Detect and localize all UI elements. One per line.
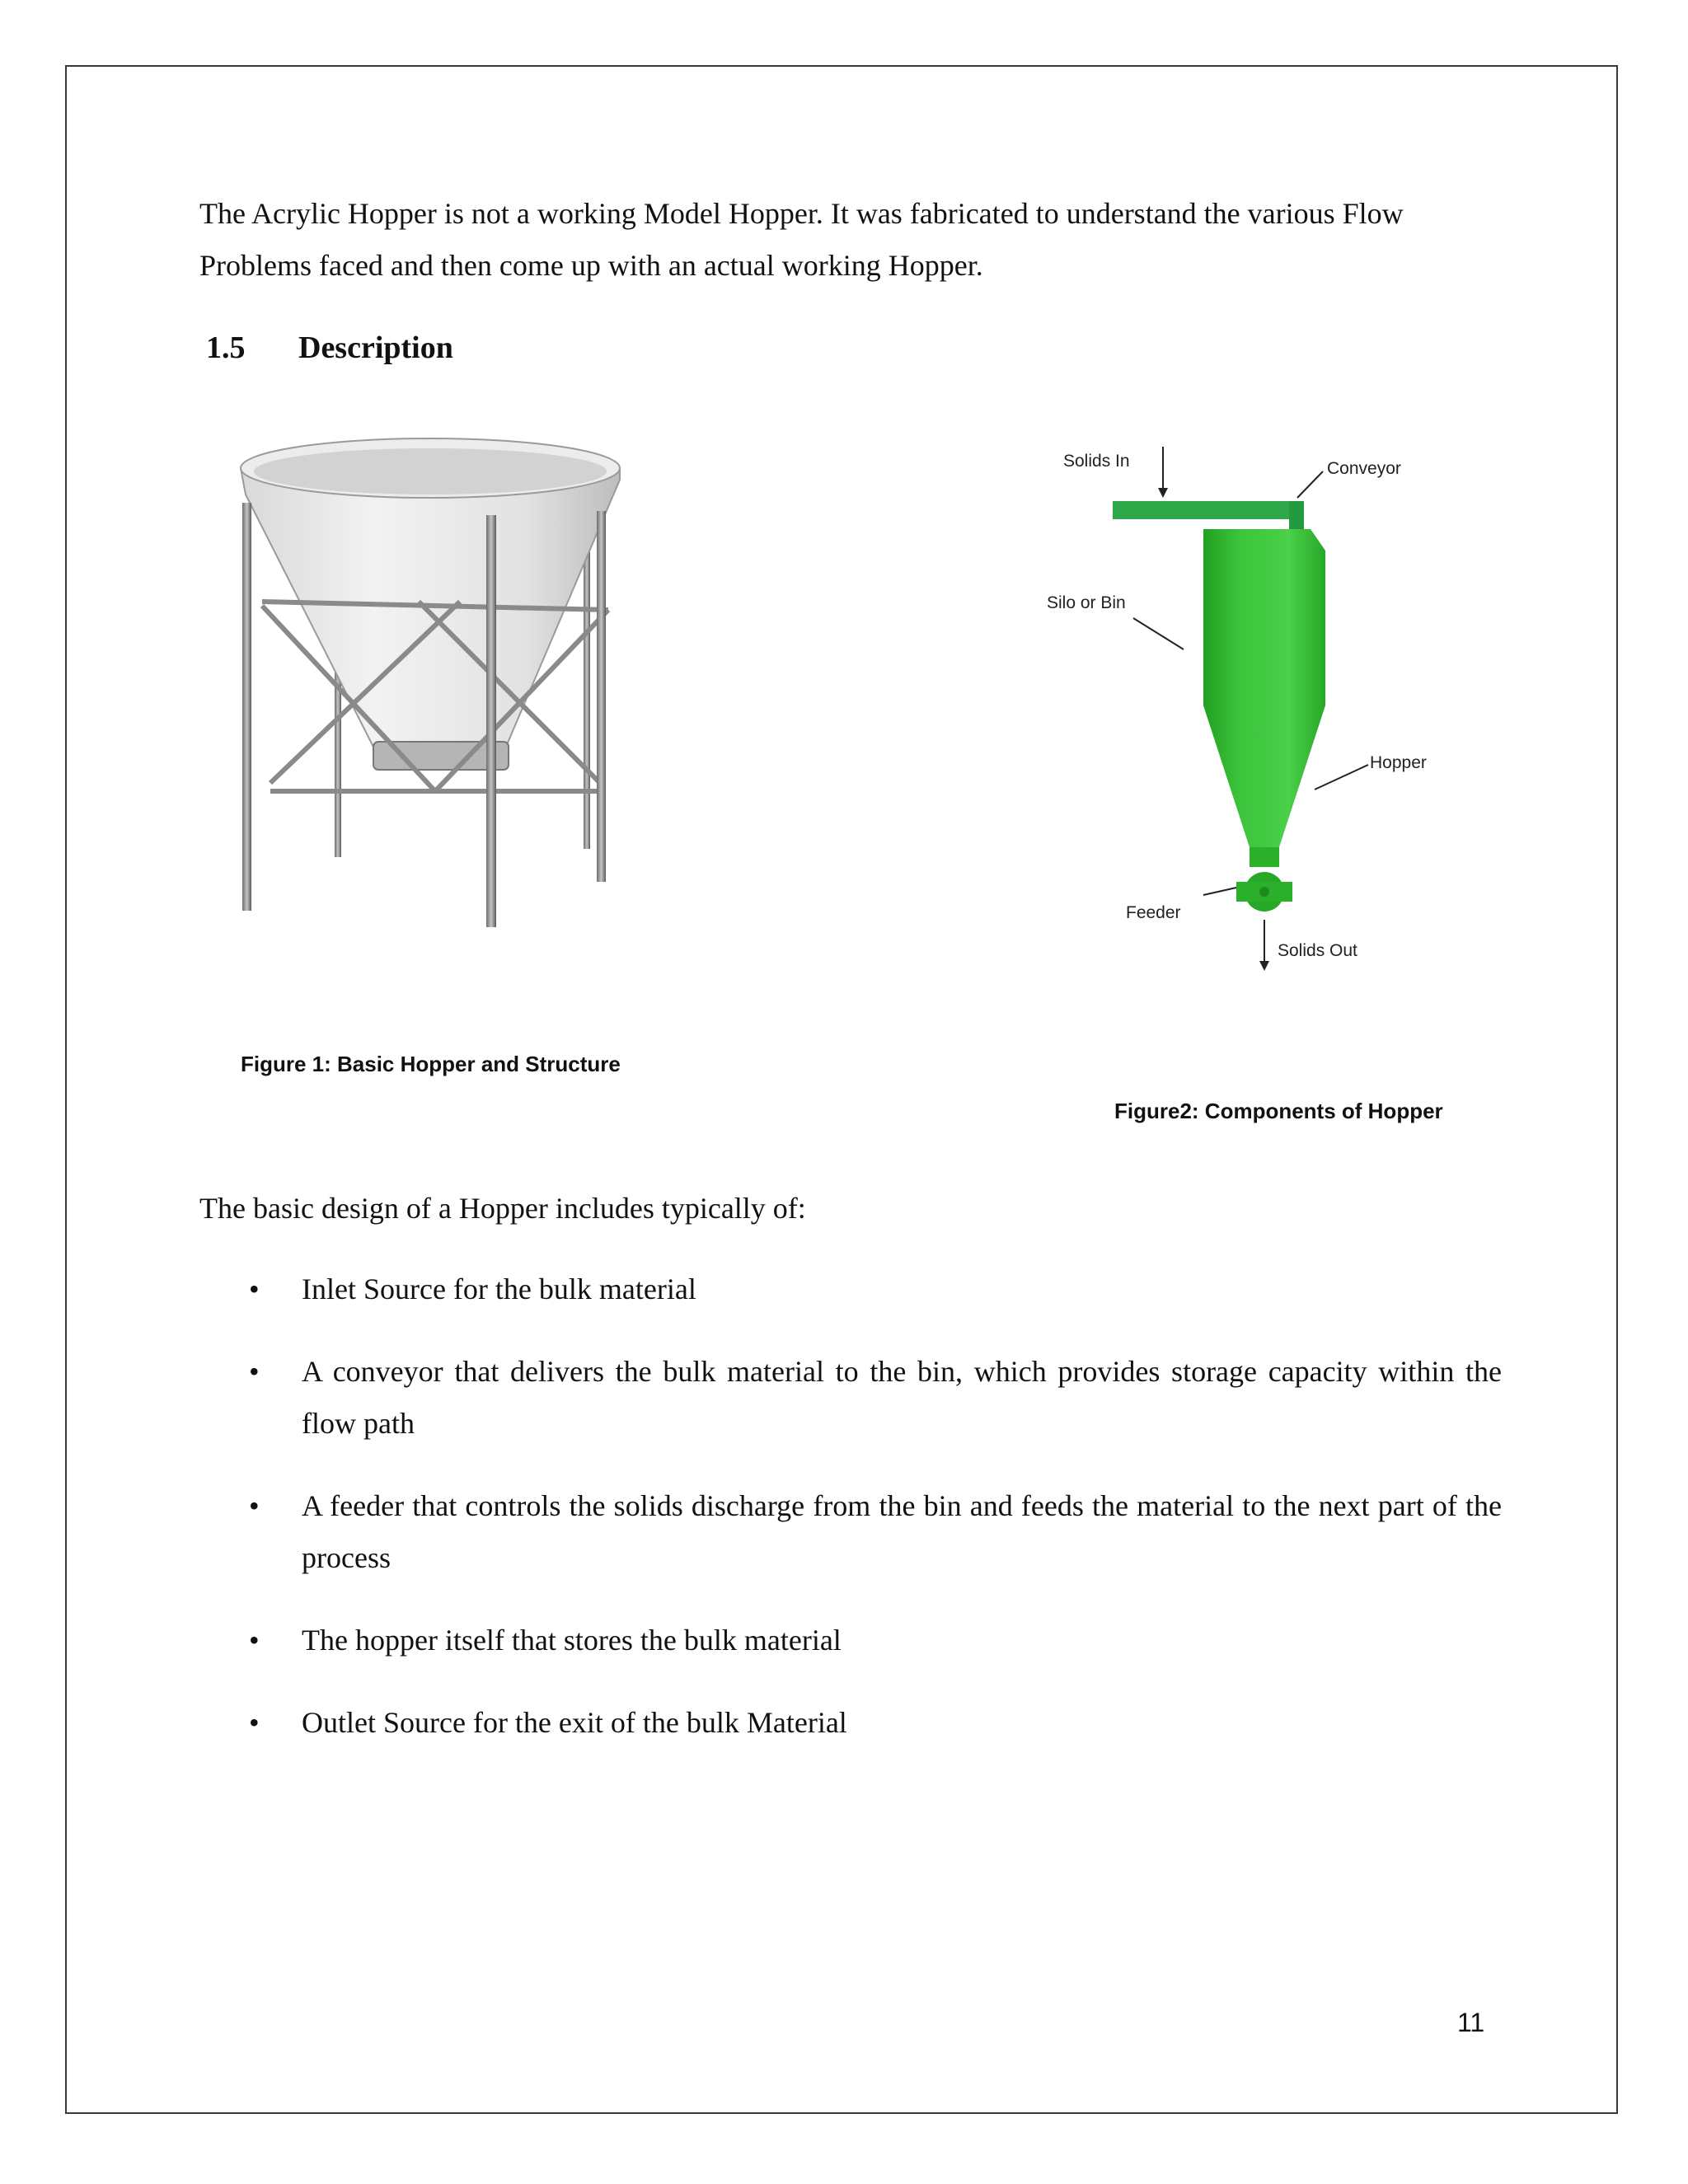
hopper-section: [1203, 705, 1325, 847]
list-item: • The hopper itself that stores the bulk material: [199, 1615, 1502, 1666]
page-border: [65, 65, 1618, 2114]
figure1-caption: Figure 1: Basic Hopper and Structure: [241, 1052, 621, 1076]
component-list: [199, 1263, 1502, 1779]
label-hopper: Hopper: [1370, 753, 1427, 772]
list-item: • Outlet Source for the exit of the bulk Material: [199, 1697, 1502, 1749]
figure-basic-hopper: [229, 429, 641, 940]
conveyor-drop: [1289, 501, 1304, 531]
label-conveyor: Conveyor: [1327, 459, 1401, 478]
arrow-out: [1259, 961, 1269, 971]
list-item: • Inlet Source for the bulk material: [199, 1263, 1502, 1315]
label-solids-out: Solids Out: [1278, 941, 1357, 960]
bullet-icon: •: [249, 1624, 260, 1657]
conveyor-belt: [1113, 501, 1304, 519]
front-leg-center: [486, 515, 496, 927]
hopper-neck: [1250, 847, 1279, 867]
arrow-in: [1158, 488, 1168, 498]
list-intro: The basic design of a Hopper includes typically of:: [199, 1192, 806, 1225]
front-leg-left: [242, 503, 251, 911]
figure-hopper-components: [1039, 437, 1427, 989]
feeder-axle: [1259, 887, 1269, 897]
page-number: 11: [1457, 2008, 1485, 2037]
list-item: • A conveyor that delivers the bulk material to the bin, which provides storage capacity within the flow path: [199, 1346, 1502, 1450]
bullet-icon: •: [249, 1272, 260, 1305]
bullet-icon: •: [249, 1355, 260, 1388]
section-title: Description: [298, 330, 453, 365]
section-number: 1.5: [206, 330, 246, 365]
figure2-caption: Figure2: Components of Hopper: [1114, 1099, 1443, 1123]
list-item: • A feeder that controls the solids discharge from the bin and feeds the material to the next part of the process: [199, 1480, 1502, 1584]
bullet-icon: •: [249, 1706, 260, 1739]
label-solids-in: Solids In: [1063, 452, 1130, 471]
hopper-opening: [254, 448, 607, 494]
bullet-icon: •: [249, 1489, 260, 1522]
intro-paragraph: The Acrylic Hopper is not a working Model Hopper. It was fabricated to understand the various Flow Problems faced and then come up with an actual working Hopper.: [199, 197, 1404, 282]
label-feeder: Feeder: [1126, 903, 1181, 922]
section-heading: [206, 330, 453, 366]
silo-body: [1203, 529, 1325, 705]
label-silo: Silo or Bin: [1047, 593, 1126, 612]
front-leg-right: [597, 511, 606, 882]
